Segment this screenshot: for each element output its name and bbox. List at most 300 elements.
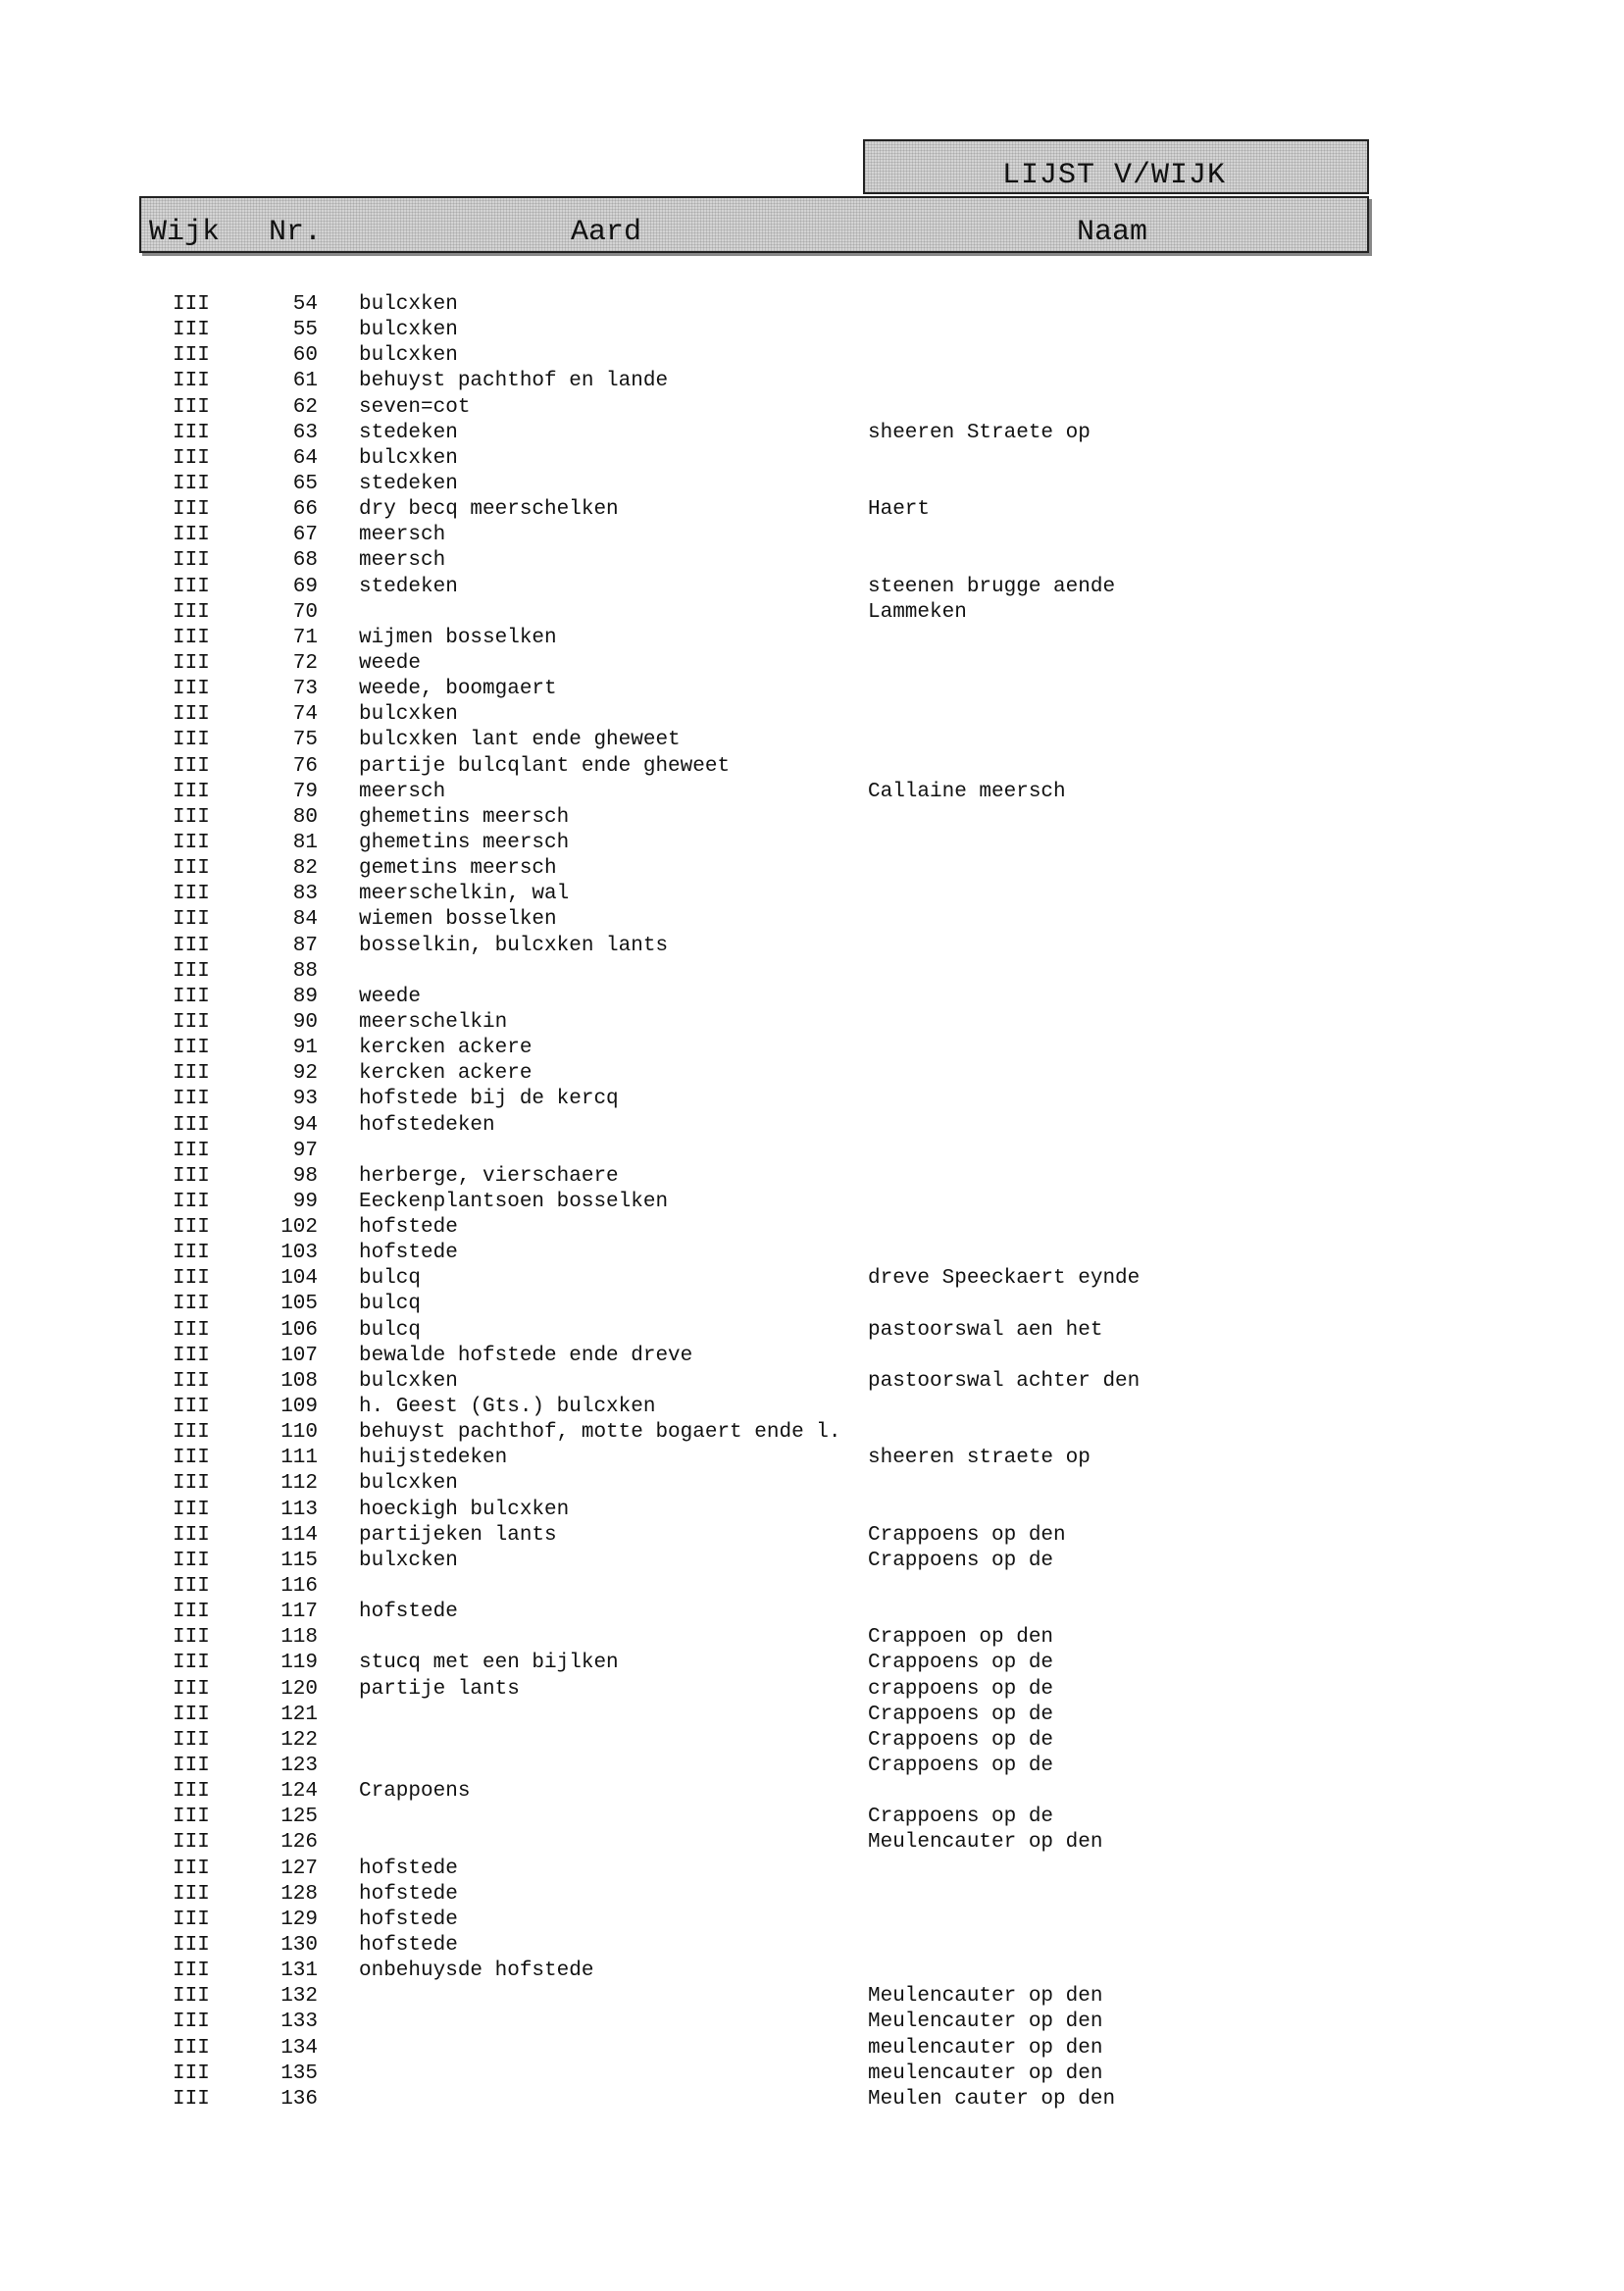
cell-nr: 60 [292,344,318,368]
table-row [0,677,1624,702]
cell-naam: dreve Speeckaert eynde [868,1267,1141,1291]
cell-wijk: III [173,370,210,393]
table-row [0,523,1624,548]
cell-nr: 122 [280,1728,318,1752]
table-row [0,1113,1624,1139]
cell-wijk: III [173,1498,210,1521]
cell-nr: 104 [280,1267,318,1291]
cell-nr: 130 [280,1934,318,1957]
cell-aard: hofstede [359,1934,458,1957]
cell-wijk: III [173,805,210,829]
cell-aard: hofstede [359,1242,458,1265]
table-row [0,1318,1624,1344]
table-row [0,754,1624,780]
cell-nr: 109 [280,1396,318,1419]
cell-wijk: III [173,703,210,727]
cell-nr: 127 [280,1857,318,1880]
cell-nr: 128 [280,1882,318,1906]
cell-nr: 112 [280,1472,318,1496]
table-row [0,1292,1624,1317]
table-row [0,548,1624,574]
cell-nr: 65 [292,472,318,495]
cell-aard: meerschelkin, wal [359,883,570,906]
cell-nr: 91 [292,1037,318,1060]
cell-wijk: III [173,1575,210,1599]
cell-naam: meulencauter op den [868,2062,1103,2085]
table-row [0,2036,1624,2062]
cell-nr: 120 [280,1677,318,1701]
table-row [0,1984,1624,2010]
table-row [0,651,1624,677]
cell-aard: bosselkin, bulcxken lants [359,934,669,957]
cell-aard: partije lants [359,1677,520,1701]
cell-nr: 84 [292,908,318,932]
cell-naam: Lammeken [868,600,967,624]
cell-nr: 67 [292,524,318,547]
cell-wijk: III [173,293,210,316]
cell-wijk: III [173,575,210,598]
cell-nr: 136 [280,2087,318,2111]
cell-wijk: III [173,1318,210,1342]
list-title-box [863,139,1369,194]
cell-nr: 89 [292,985,318,1008]
cell-nr: 93 [292,1088,318,1111]
cell-wijk: III [173,1652,210,1675]
table-row [0,1139,1624,1164]
column-header-naam: Naam [1077,216,1148,249]
cell-nr: 124 [280,1780,318,1804]
cell-aard: bulcq [359,1293,422,1316]
table-row [0,395,1624,421]
cell-naam: Meulencauter op den [868,2011,1103,2034]
table-row [0,1344,1624,1369]
table-row [0,1779,1624,1805]
table-row [0,882,1624,907]
table-row [0,2087,1624,2113]
table-row [0,1087,1624,1112]
cell-aard: kercken ackere [359,1062,533,1086]
table-row [0,1703,1624,1728]
cell-nr: 113 [280,1498,318,1521]
cell-wijk: III [173,1369,210,1393]
table-row [0,1523,1624,1549]
cell-nr: 88 [292,959,318,983]
cell-aard: weede [359,985,422,1008]
parcel-list [0,292,1624,2113]
table-row [0,1600,1624,1625]
cell-nr: 125 [280,1806,318,1829]
cell-nr: 94 [292,1113,318,1137]
cell-naam: crappoens op de [868,1677,1054,1701]
table-row [0,1908,1624,1933]
cell-wijk: III [173,934,210,957]
cell-aard: bulcq [359,1267,422,1291]
cell-wijk: III [173,1882,210,1906]
cell-wijk: III [173,678,210,701]
cell-wijk: III [173,1267,210,1291]
cell-wijk: III [173,729,210,752]
table-row [0,292,1624,318]
cell-wijk: III [173,1934,210,1957]
cell-aard: stucq met een bijlken [359,1652,619,1675]
table-row [0,1061,1624,1087]
cell-nr: 97 [292,1139,318,1162]
table-row [0,1959,1624,1984]
cell-naam: meulencauter op den [868,2036,1103,2060]
cell-wijk: III [173,1164,210,1188]
cell-wijk: III [173,1985,210,2009]
cell-aard: meersch [359,549,446,573]
table-row [0,1420,1624,1446]
cell-wijk: III [173,1626,210,1650]
cell-wijk: III [173,446,210,470]
cell-aard: wijmen bosselken [359,626,557,649]
cell-naam: pastoorswal achter den [868,1369,1141,1393]
cell-nr: 111 [280,1447,318,1470]
cell-wijk: III [173,524,210,547]
cell-aard: bulcxken [359,703,458,727]
table-row [0,1369,1624,1395]
cell-nr: 135 [280,2062,318,2085]
column-header-aard: Aard [571,216,642,249]
cell-wijk: III [173,908,210,932]
cell-nr: 123 [280,1755,318,1778]
cell-nr: 70 [292,600,318,624]
cell-wijk: III [173,1831,210,1855]
cell-aard: bulcxken [359,293,458,316]
cell-nr: 87 [292,934,318,957]
cell-nr: 68 [292,549,318,573]
cell-wijk: III [173,1293,210,1316]
cell-nr: 103 [280,1242,318,1265]
cell-wijk: III [173,626,210,649]
cell-nr: 121 [280,1703,318,1726]
cell-wijk: III [173,780,210,803]
cell-wijk: III [173,1216,210,1240]
cell-wijk: III [173,1139,210,1162]
table-row [0,1010,1624,1036]
cell-nr: 62 [292,395,318,419]
table-row [0,575,1624,600]
table-row [0,934,1624,959]
cell-nr: 131 [280,1960,318,1983]
cell-aard: seven=cot [359,395,471,419]
cell-wijk: III [173,1344,210,1367]
table-row [0,1933,1624,1959]
cell-aard: huijstedeken [359,1447,508,1470]
cell-nr: 83 [292,883,318,906]
cell-naam: Crappoens op de [868,1652,1054,1675]
cell-nr: 106 [280,1318,318,1342]
table-row [0,446,1624,472]
cell-aard: behuyst pachthof, motte bogaert ende l. [359,1421,841,1445]
table-row [0,1754,1624,1779]
cell-nr: 108 [280,1369,318,1393]
cell-wijk: III [173,1960,210,1983]
cell-nr: 133 [280,2011,318,2034]
table-row [0,1574,1624,1600]
cell-naam: Meulencauter op den [868,1985,1103,2009]
cell-nr: 69 [292,575,318,598]
cell-wijk: III [173,1677,210,1701]
cell-wijk: III [173,1396,210,1419]
cell-wijk: III [173,395,210,419]
cell-aard: herberge, vierschaere [359,1164,619,1188]
cell-aard: hofstede [359,1216,458,1240]
cell-nr: 72 [292,651,318,675]
table-row [0,985,1624,1010]
cell-naam: Crappoens op de [868,1549,1054,1572]
cell-aard: stedeken [359,421,458,444]
cell-wijk: III [173,2087,210,2111]
table-row [0,1190,1624,1215]
cell-wijk: III [173,549,210,573]
cell-aard: hofstede [359,1601,458,1624]
cell-naam: Callaine meersch [868,780,1066,803]
cell-nr: 99 [292,1190,318,1213]
cell-aard: behuyst pachthof en lande [359,370,669,393]
cell-nr: 98 [292,1164,318,1188]
cell-aard: ghemetins meersch [359,831,570,854]
cell-nr: 126 [280,1831,318,1855]
table-row [0,1805,1624,1830]
cell-nr: 81 [292,831,318,854]
cell-wijk: III [173,857,210,881]
cell-naam: sheeren straete op [868,1447,1091,1470]
cell-aard: meersch [359,780,446,803]
cell-nr: 55 [292,319,318,342]
cell-aard: partijeken lants [359,1523,557,1547]
cell-wijk: III [173,1857,210,1880]
cell-wijk: III [173,1523,210,1547]
cell-aard: partije bulcqlant ende gheweet [359,754,731,778]
cell-wijk: III [173,600,210,624]
cell-wijk: III [173,1037,210,1060]
table-row [0,1266,1624,1292]
cell-wijk: III [173,1447,210,1470]
cell-nr: 105 [280,1293,318,1316]
cell-wijk: III [173,1010,210,1034]
table-row [0,1164,1624,1190]
cell-aard: bulcxken [359,1369,458,1393]
table-row [0,1728,1624,1754]
table-row [0,1882,1624,1908]
cell-wijk: III [173,1728,210,1752]
cell-nr: 73 [292,678,318,701]
table-row [0,497,1624,523]
cell-aard: bulxcken [359,1549,458,1572]
cell-naam: sheeren Straete op [868,421,1091,444]
cell-aard: dry becq meerschelken [359,498,619,522]
table-row [0,702,1624,728]
cell-wijk: III [173,1062,210,1086]
cell-aard: hofstede bij de kercq [359,1088,619,1111]
table-row [0,318,1624,343]
cell-nr: 54 [292,293,318,316]
cell-naam: Crappoens op den [868,1523,1066,1547]
table-row [0,1677,1624,1703]
cell-aard: bulcxken [359,446,458,470]
cell-naam: steenen brugge aende [868,575,1116,598]
cell-wijk: III [173,1780,210,1804]
cell-wijk: III [173,319,210,342]
cell-nr: 92 [292,1062,318,1086]
cell-nr: 116 [280,1575,318,1599]
cell-nr: 64 [292,446,318,470]
cell-nr: 129 [280,1908,318,1931]
cell-wijk: III [173,1190,210,1213]
cell-aard: kercken ackere [359,1037,533,1060]
list-title: LIJST V/WIJK [1002,159,1227,192]
table-row [0,2062,1624,2087]
cell-aard: hofstede [359,1908,458,1931]
cell-nr: 114 [280,1523,318,1547]
cell-aard: wiemen bosselken [359,908,557,932]
cell-nr: 61 [292,370,318,393]
table-row [0,831,1624,856]
cell-wijk: III [173,1806,210,1829]
cell-wijk: III [173,344,210,368]
cell-aard: h. Geest (Gts.) bulcxken [359,1396,656,1419]
cell-naam: Meulen cauter op den [868,2087,1116,2111]
table-row [0,1446,1624,1471]
table-row [0,728,1624,753]
cell-naam: Crappoens op de [868,1728,1054,1752]
table-row [0,1857,1624,1882]
cell-aard: bulcxken [359,1472,458,1496]
table-row [0,343,1624,369]
cell-wijk: III [173,1549,210,1572]
table-row [0,1498,1624,1523]
cell-nr: 75 [292,729,318,752]
cell-nr: 119 [280,1652,318,1675]
cell-wijk: III [173,1908,210,1931]
cell-aard: meersch [359,524,446,547]
cell-wijk: III [173,959,210,983]
cell-naam: Crappoens op de [868,1806,1054,1829]
table-row [0,421,1624,446]
cell-nr: 118 [280,1626,318,1650]
cell-nr: 71 [292,626,318,649]
cell-wijk: III [173,1088,210,1111]
cell-nr: 107 [280,1344,318,1367]
cell-aard: hofstedeken [359,1113,495,1137]
table-row [0,626,1624,651]
cell-nr: 132 [280,1985,318,2009]
cell-wijk: III [173,831,210,854]
cell-wijk: III [173,1421,210,1445]
cell-aard: bulcxken lant ende gheweet [359,729,681,752]
cell-aard: bulcq [359,1318,422,1342]
table-row [0,1471,1624,1497]
table-row [0,1036,1624,1061]
cell-nr: 90 [292,1010,318,1034]
cell-aard: weede, boomgaert [359,678,557,701]
table-row [0,600,1624,626]
cell-aard: hoeckigh bulcxken [359,1498,570,1521]
cell-wijk: III [173,985,210,1008]
cell-aard: stedeken [359,575,458,598]
cell-aard: weede [359,651,422,675]
cell-nr: 79 [292,780,318,803]
table-row [0,780,1624,805]
table-row [0,369,1624,394]
cell-aard: meerschelkin [359,1010,508,1034]
cell-aard: Crappoens [359,1780,471,1804]
column-header-wijk: Wijk [149,216,221,249]
cell-naam: Crappoens op de [868,1703,1054,1726]
cell-nr: 82 [292,857,318,881]
cell-aard: stedeken [359,472,458,495]
table-row [0,1625,1624,1651]
cell-nr: 66 [292,498,318,522]
cell-aard: bulcxken [359,344,458,368]
cell-wijk: III [173,1703,210,1726]
table-row [0,1395,1624,1420]
cell-wijk: III [173,498,210,522]
table-row [0,1830,1624,1856]
table-row [0,1241,1624,1266]
cell-aard: bulcxken [359,319,458,342]
cell-aard: bewalde hofstede ende dreve [359,1344,693,1367]
table-row [0,907,1624,933]
table-row [0,2010,1624,2035]
cell-wijk: III [173,1113,210,1137]
cell-naam: Crappoen op den [868,1626,1054,1650]
table-row [0,856,1624,882]
table-row [0,1215,1624,1241]
cell-nr: 117 [280,1601,318,1624]
cell-wijk: III [173,883,210,906]
cell-nr: 134 [280,2036,318,2060]
cell-wijk: III [173,1755,210,1778]
cell-naam: Crappoens op de [868,1755,1054,1778]
cell-aard: ghemetins meersch [359,805,570,829]
table-row [0,805,1624,831]
column-header-nr: Nr. [269,216,323,249]
cell-wijk: III [173,2062,210,2085]
cell-wijk: III [173,421,210,444]
cell-naam: Meulencauter op den [868,1831,1103,1855]
cell-naam: pastoorswal aen het [868,1318,1103,1342]
cell-naam: Haert [868,498,931,522]
cell-aard: hofstede [359,1882,458,1906]
cell-nr: 102 [280,1216,318,1240]
table-row [0,472,1624,497]
cell-nr: 110 [280,1421,318,1445]
cell-wijk: III [173,754,210,778]
cell-nr: 80 [292,805,318,829]
column-header-bar [139,196,1369,253]
cell-wijk: III [173,472,210,495]
cell-wijk: III [173,1601,210,1624]
cell-aard: onbehuysde hofstede [359,1960,594,1983]
cell-nr: 115 [280,1549,318,1572]
cell-aard: gemetins meersch [359,857,557,881]
cell-wijk: III [173,1242,210,1265]
cell-wijk: III [173,2036,210,2060]
cell-wijk: III [173,651,210,675]
cell-nr: 63 [292,421,318,444]
cell-wijk: III [173,2011,210,2034]
cell-nr: 74 [292,703,318,727]
table-row [0,1549,1624,1574]
cell-nr: 76 [292,754,318,778]
table-row [0,959,1624,985]
cell-wijk: III [173,1472,210,1496]
cell-aard: Eeckenplantsoen bosselken [359,1190,669,1213]
cell-aard: hofstede [359,1857,458,1880]
